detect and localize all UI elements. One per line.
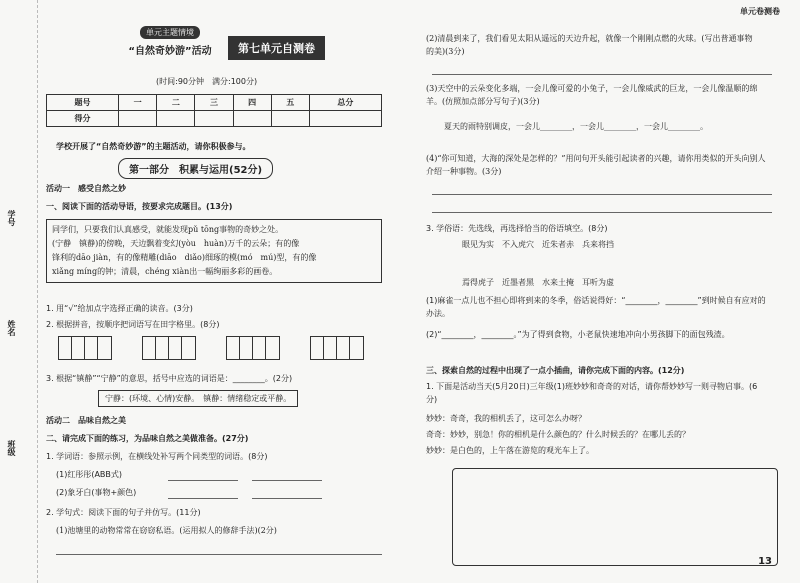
activity-name: “自然奇妙游”活动 (128, 46, 212, 57)
r-p3-1: 1. 下面是活动当天(5月20日)三年级(1)班妙妙和奇奇的对话，请你帮妙妙写一则寻物启事。(6分) (426, 382, 758, 404)
score-input[interactable] (271, 111, 309, 127)
answer-line[interactable] (432, 212, 772, 213)
r-s3-1: (1)麻雀一点儿也不担心即将到来的冬季，俗话说得好：“________，________”到时候自有应对的办法。 (426, 296, 766, 318)
score-cell: 二 (157, 95, 195, 111)
score-cell: 题号 (47, 95, 119, 111)
activity1-heading: 活动一 感受自然之妙 (46, 184, 126, 193)
page-tag: 单元卷测卷 (740, 7, 780, 16)
dialog-line: 妙妙：是白色的，上午落在游览的观光车上了。 (426, 446, 594, 455)
tianzi-grid-4[interactable] (310, 336, 364, 360)
passage-line: (宁静 镇静)的傍晚，天边飘着变幻(yòu huàn)万千的云朵；有的像 (52, 239, 300, 248)
q2-1: 1. 学词语：参照示例，在横线处补写两个同类型的词语。(8分) (46, 452, 268, 461)
q2-1a: (1)红彤彤(ABB式) (56, 470, 123, 479)
q1-title: 一、阅读下面的活动导语，按要求完成题目。(13分) (46, 202, 233, 211)
title-block (108, 26, 378, 70)
score-value-row (47, 111, 382, 127)
answer-line[interactable] (432, 74, 772, 75)
q2-2: 2. 学句式：阅读下面的句子并仿写。(11分) (46, 508, 201, 517)
r-q2: (2)清晨到来了，我们看见太阳从遥远的天边升起，就像一个刚刚点燃的火球。(写出普通事物的美)(3分) (426, 34, 753, 56)
dialog-line: 妙妙：奇奇，我的相机丢了，这可怎么办呀？ (426, 414, 586, 423)
passage-line: 锋利的dāo jiàn，有的像精雕(diāo diǎo)细琢的模(mó mú)型，有的像 (52, 253, 317, 262)
score-cell: 三 (195, 95, 233, 111)
activity2-heading: 活动二 品味自然之美 (46, 416, 126, 425)
score-header-row (47, 95, 382, 111)
q1-3: 3. 根据“镇静”“宁静”的意思，括号中应选的词语是：________。(2分) (46, 374, 293, 383)
passage-line: xiǎng míng的钟；清晨，chéng xiàn出一幅绚丽多彩的画卷。 (52, 267, 278, 276)
q2-2a: (1)池塘里的动物常常在窃窃私语。(运用拟人的修辞手法)(2分) (56, 526, 277, 535)
score-table (46, 94, 382, 127)
answer-line[interactable] (252, 498, 322, 499)
r-s3-2: (2)“________，________。”为了得到食物，小老鼠快速地冲向小男孩脚下的面包残渣。 (426, 330, 730, 339)
score-cell: 五 (271, 95, 309, 111)
r-q3: (3)天空中的云朵变化多端，一会儿像可爱的小兔子，一会儿像威武的巨龙，一会儿像温顺的绵羊。(仿照加点部分写句子)(3分) (426, 84, 758, 106)
r-s3: 3. 学俗语：先选线，再选择恰当的俗语填空。(8分) (426, 224, 608, 233)
score-input[interactable] (119, 111, 157, 127)
test-title: 第七单元自测卷 (228, 36, 325, 60)
part1-heading: 第一部分 积累与运用(52分) (118, 158, 273, 179)
q2-1b: (2)象牙白(事物+颜色) (56, 488, 137, 497)
tianzi-grid-2[interactable] (142, 336, 196, 360)
idioms-row-1: 眼见为实 不入虎穴 近朱者赤 兵来将挡 (462, 240, 614, 249)
score-cell: 得分 (47, 111, 119, 127)
time-score-meta: (时间:90分钟 满分:100分) (156, 77, 258, 86)
q1-1: 1. 用“√”给加点字选择正确的读音。(3分) (46, 304, 193, 313)
tianzi-grid-1[interactable] (58, 336, 112, 360)
answer-line[interactable] (432, 194, 772, 195)
r-p3: 三、探索自然的过程中出现了一点小插曲，请你完成下面的内容。(12分) (426, 366, 685, 375)
r-q4: (4)“你可知道，大海的深处是怎样的？”用问句开头能引起读者的兴趣，请你用类似的开头向别人介绍一种事物。(3分) (426, 154, 766, 176)
theme-badge: 单元主题情境 (140, 26, 200, 39)
definition-box: 宁静：(环境、心情)安静。 镇静：情绪稳定或平静。 (98, 390, 298, 407)
q2-title: 二、请完成下面的练习，为品味自然之美做准备。(27分) (46, 434, 249, 443)
notice-answer-box[interactable] (452, 468, 778, 566)
tianzi-grid-3[interactable] (226, 336, 280, 360)
left-column (46, 24, 382, 574)
name-label: 姓名 (7, 320, 16, 336)
idioms-row-2: 焉得虎子 近墨者黑 水来土掩 耳听为虚 (462, 278, 614, 287)
passage-line: 同学们，只要我们认真感受，就能发现pǔ tōng事物的奇妙之处。 (52, 225, 284, 234)
intro-passage-box (46, 219, 382, 283)
binding-gutter (0, 0, 38, 583)
answer-line[interactable] (168, 498, 238, 499)
score-cell: 四 (233, 95, 271, 111)
score-cell: 一 (119, 95, 157, 111)
q1-2: 2. 根据拼音，按顺序把词语写在田字格里。(8分) (46, 320, 220, 329)
dialog-line: 奇奇：妙妙，别急！你的相机是什么颜色的？什么时候丢的？在哪儿丢的？ (426, 430, 690, 439)
answer-line[interactable] (252, 480, 322, 481)
score-input[interactable] (233, 111, 271, 127)
score-input[interactable] (309, 111, 381, 127)
r-q3-line: 夏天的雨特别调皮，一会儿________，一会儿________，一会儿________。 (444, 122, 708, 131)
intro-line: 学校开展了“自然奇妙游”的主题活动，请你积极参与。 (56, 142, 251, 151)
answer-line[interactable] (168, 480, 238, 481)
score-input[interactable] (157, 111, 195, 127)
score-cell: 总分 (309, 95, 381, 111)
answer-line[interactable] (56, 554, 382, 555)
score-input[interactable] (195, 111, 233, 127)
page-number: 13 (758, 556, 772, 567)
class-label: 班级 (7, 440, 16, 456)
student-id-label: 学号 (7, 210, 16, 226)
